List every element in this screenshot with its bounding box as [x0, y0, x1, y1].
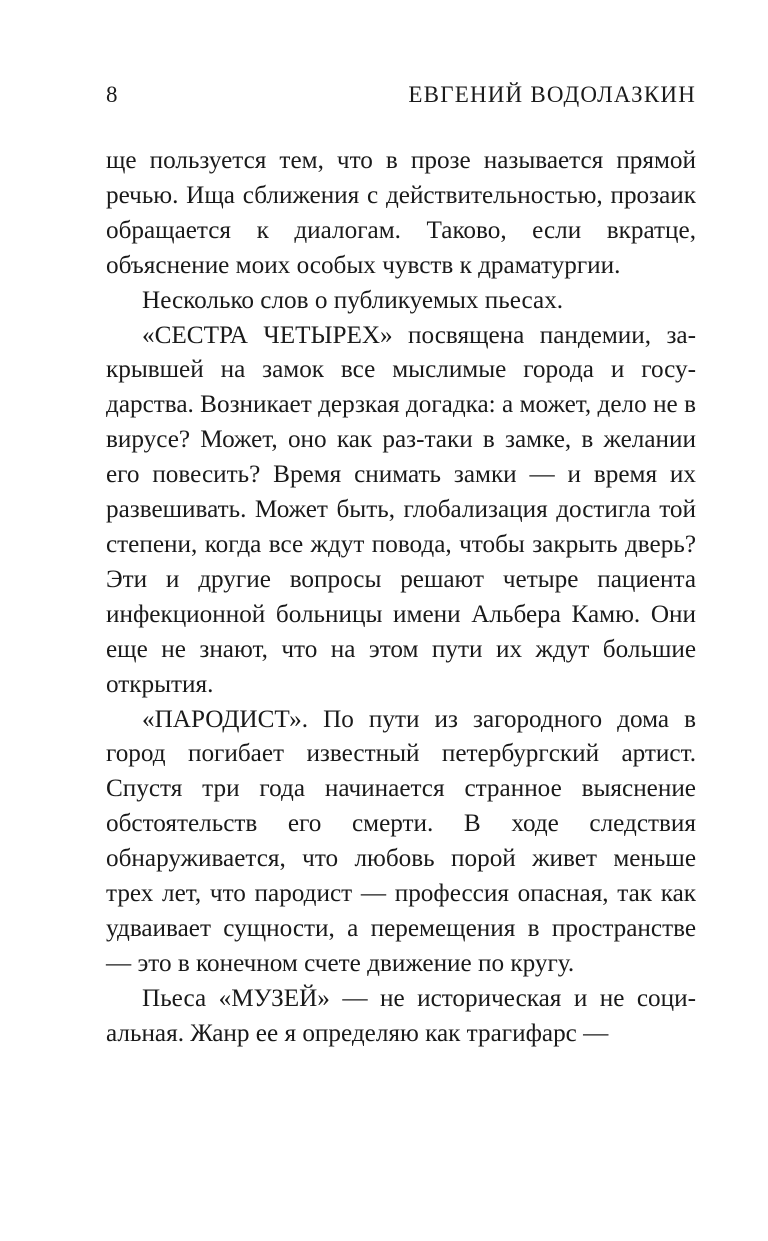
- paragraph-sestra-chetyrekh: «СЕСТРА ЧЕТЫРЕХ» посвящена пандемии, закрывшей на замок все мыслимые города и государства. Возникает дерзкая догадка: а может, дело не в вирусе? Может, оно как раз-таки в замке, в желании его повесить? Время снимать замки — и время их развешивать. Может быть, глобализация достигла той степени, когда все ждут повода, чтобы закрыть дверь? Эти и другие вопросы решают четыре пациента инфекционной больницы имени Альбера Камю. Они еще не знают, что на этом пути их ждут большие открытия.: [106, 321, 696, 698]
- paragraph-continuation: ще пользуется тем, что в прозе называется прямой речью. Ища сближения с действительностью, прозаик обращается к диалогам. Таково, если вкратце, объяснение моих особых чувств к драматургии.: [106, 147, 696, 279]
- author-name: ЕВГЕНИЙ ВОДОЛАЗКИН: [408, 82, 696, 107]
- paragraph-muzei: Пьеса «МУЗЕЙ» — не историческая и не социальная. Жанр ее я определяю как трагифарс —: [106, 984, 696, 1047]
- running-head: [106, 82, 696, 122]
- paragraph-intro-plays: Несколько слов о публикуемых пьесах.: [142, 286, 564, 314]
- book-page: [106, 82, 696, 1052]
- page-number: 8: [106, 82, 118, 107]
- body-text: [106, 144, 696, 1052]
- paragraph-parodist: «ПАРОДИСТ». По пути из загородного дома в город погибает известный петербургский артист. Спустя три года начинается странное выяснение обстоятельств его смерти. В ходе следствия обнаруживается, что любовь порой живет меньше трех лет, что пародист — профессия опасная, так как удваивает сущности, а перемещения в пространстве — это в конечном счете движение по кругу.: [106, 705, 696, 977]
